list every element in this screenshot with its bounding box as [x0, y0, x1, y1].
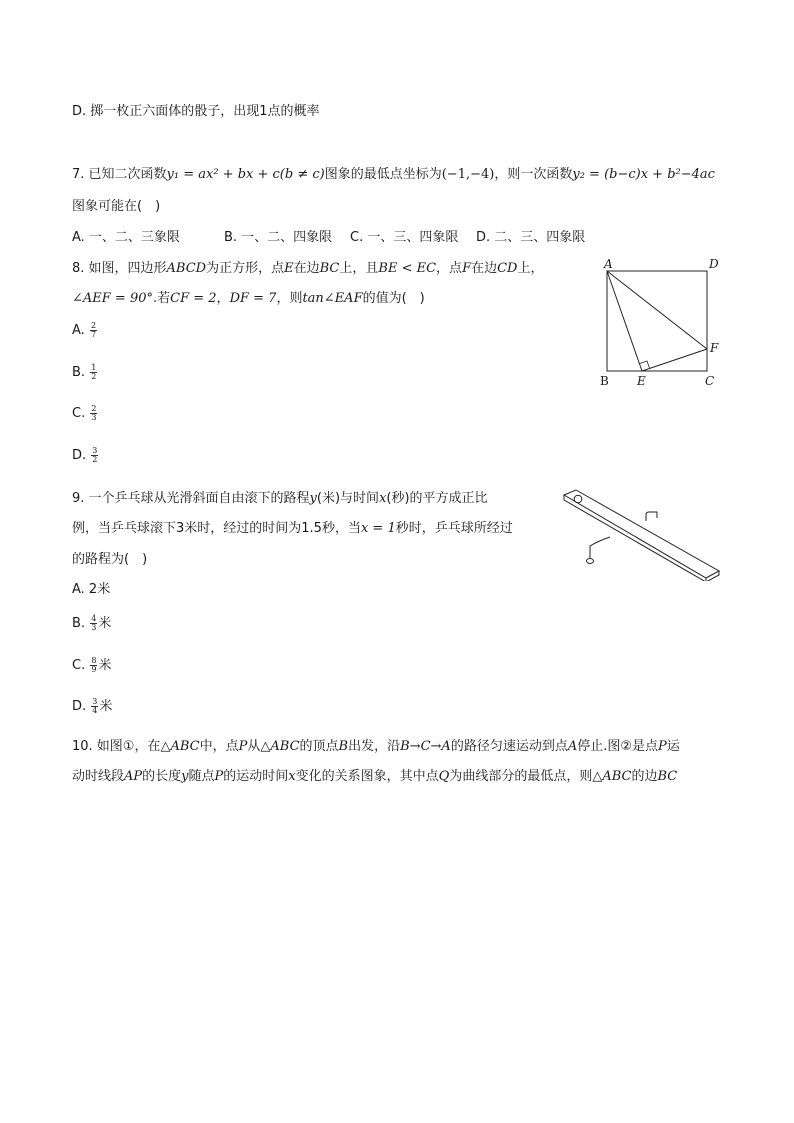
q10-stem-line1: 10. 如图①，在△ABC中，点P从△ABC的顶点B出发，沿B→C→A的路径匀速运动到点A停止.图②是点P运 [72, 739, 680, 754]
back-stand [646, 512, 657, 521]
q9-option-d: D. $\frac{3}{4}$ 米 [72, 697, 113, 715]
q7-stem-line1: 7. 已知二次函数y₁ = ax² + bx + c(b ≠ c)图象的最低点坐标为(−1,−4)，则一次函数y₂ = (b−c)x + b²−4ac [72, 167, 715, 182]
q9-incline-figure [560, 485, 726, 581]
q7-option-c: C. 一、三、四象限 [350, 230, 459, 245]
stand-foot [587, 559, 594, 564]
front-stand [590, 537, 610, 558]
square-abcd [607, 271, 707, 371]
segment-af [607, 271, 707, 349]
q7-option-a: A. 一、二、三象限 [72, 230, 180, 245]
q9-stem-line3: 的路程为( ) [72, 552, 148, 567]
label-b: B [600, 374, 609, 388]
q7-option-d: D. 二、三、四象限 [476, 230, 586, 245]
q8-stem-line1: 8. 如图，四边形ABCD为正方形，点E在边BC上，且BE < EC，点F在边CD上， [72, 261, 544, 276]
q8-square-figure [592, 254, 732, 394]
q8-stem-line2: ∠AEF = 90°.若CF = 2，DF = 7，则tan∠EAF的值为( ) [72, 291, 425, 306]
q7-option-b: B. 一、二、四象限 [224, 230, 333, 245]
q8-option-d: D. $\frac{3}{2}$ [72, 446, 98, 464]
segment-ef [642, 349, 707, 371]
q9-option-a: A. 2米 [72, 582, 111, 597]
q7-options [72, 229, 585, 247]
label-c: C [705, 374, 715, 388]
q8-option-a: A. $\frac{2}{7}$ [72, 321, 97, 339]
q6-option-d: D. 掷一枚正六面体的骰子，出现1点的概率 [72, 104, 320, 119]
q7-stem-line2: 图象可能在( ) [72, 199, 161, 214]
label-f: F [710, 341, 719, 355]
q10-stem-line2: 动时线段AP的长度y随点P的运动时间x变化的关系图象，其中点Q为曲线部分的最低点，则△ABC的边BC [72, 769, 678, 784]
label-e: E [637, 374, 646, 388]
label-a: A [604, 257, 613, 271]
q9-stem-line2: 例，当乒乓球滚下3米时，经过的时间为1.5秒，当x = 1秒时，乒乓球所经过 [72, 521, 513, 536]
segment-ae [607, 271, 642, 371]
label-d: D [709, 257, 719, 271]
q9-stem-line1: 9. 一个乒乓球从光滑斜面自由滚下的路程y(米)与时间x(秒)的平方成正比 [72, 491, 488, 506]
q9-option-b: B. $\frac{4}{3}$ 米 [72, 614, 112, 632]
q9-option-c: C. $\frac{8}{9}$ 米 [72, 656, 112, 674]
plank-top [564, 490, 719, 578]
q8-option-b: B. $\frac{1}{2}$ [72, 363, 97, 381]
q8-option-c: C. $\frac{2}{3}$ [72, 404, 97, 422]
